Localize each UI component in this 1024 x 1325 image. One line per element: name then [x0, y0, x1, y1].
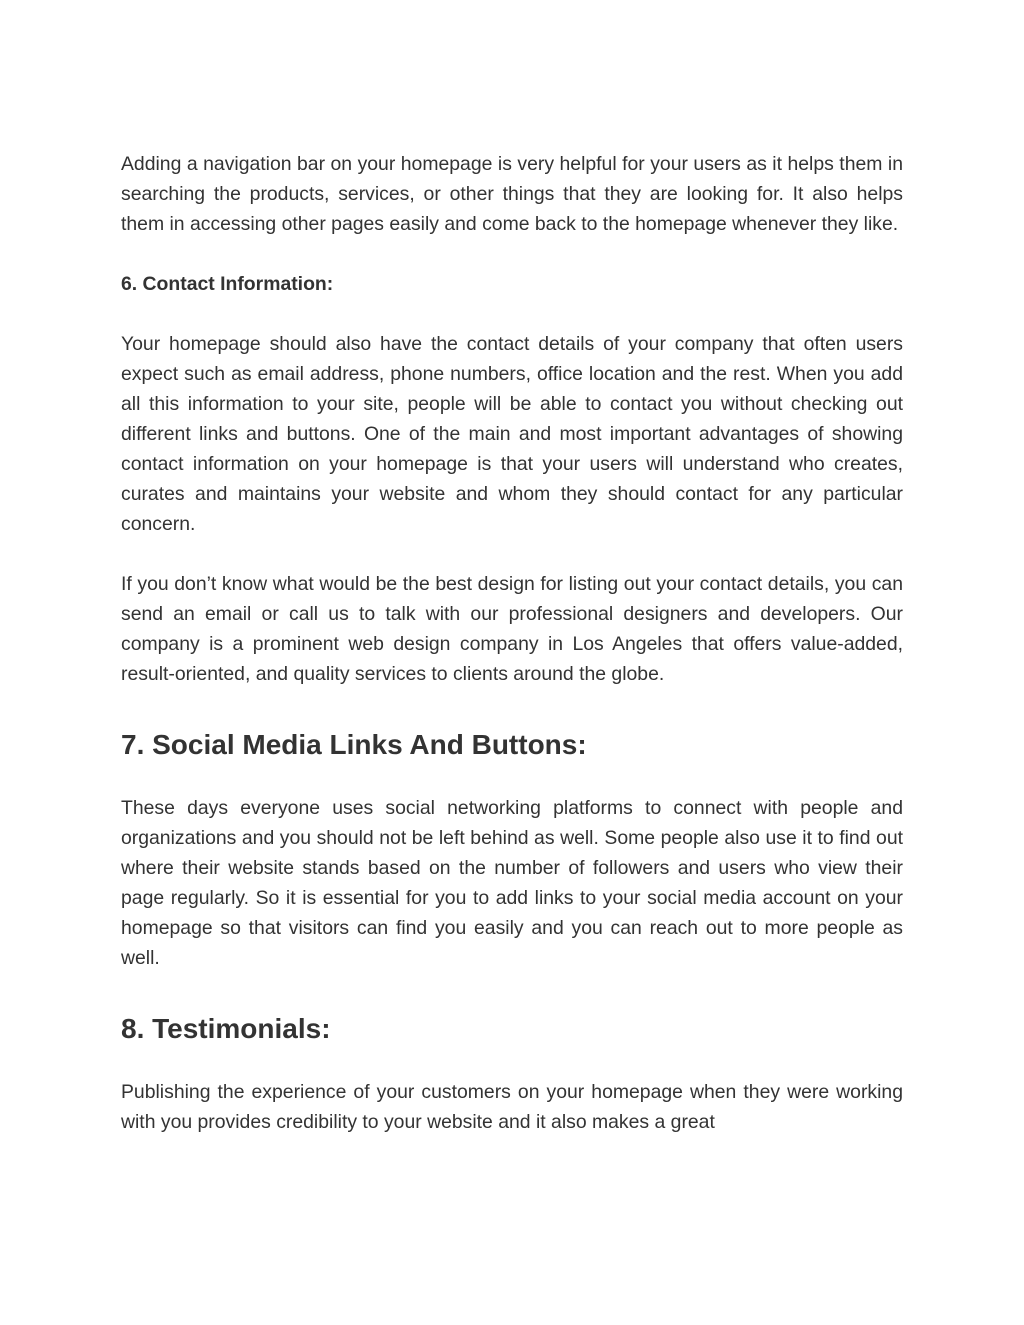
spacer: [121, 539, 903, 569]
testimonials-paragraph: Publishing the experience of your customers on your homepage when they were working with you provides credibility to your website and it also makes a great: [121, 1081, 903, 1133]
contact-paragraph-1: Your homepage should also have the contact details of your company that often users expect such as email address, phone numbers, office location and the rest. When you add all this information to your site, people will be able to contact you without checking out different links and buttons. One of the main and most important advantages of showing contact information on your homepage is that your users will understand who creates, curates and maintains your website and whom they should contact for any particular concern.: [121, 333, 903, 535]
section-heading-social-media: 7. Social Media Links And Buttons:: [121, 729, 587, 760]
spacer: [121, 299, 903, 329]
spacer: [121, 239, 903, 269]
contact-paragraph-2: If you don’t know what would be the best design for listing out your contact details, you can send an email or call us to talk with our professional designers and developers. Our company is a prominent web design company in Los Angeles that offers value-added, result-oriented, and quality services to clients around the globe.: [121, 573, 903, 685]
section-heading-contact-information: 6. Contact Information:: [121, 273, 334, 295]
intro-paragraph: Adding a navigation bar on your homepage is very helpful for your users as it helps them in searching the products, services, or other things that they are looking for. It also helps them in accessing other pages easily and come back to the homepage whenever they like.: [121, 153, 903, 235]
social-media-paragraph: These days everyone uses social networking platforms to connect with people and organizations and you should not be left behind as well. Some people also use it to find out where their website stands based on the number of followers and users who view their page regularly. So it is essential for you to add links to your social media account on your homepage so that visitors can find you easily and you can reach out to more people as well.: [121, 797, 903, 969]
section-heading-testimonials: 8. Testimonials:: [121, 1013, 331, 1044]
spacer: [121, 765, 903, 793]
spacer: [121, 1049, 903, 1077]
document-page: [121, 149, 903, 1137]
